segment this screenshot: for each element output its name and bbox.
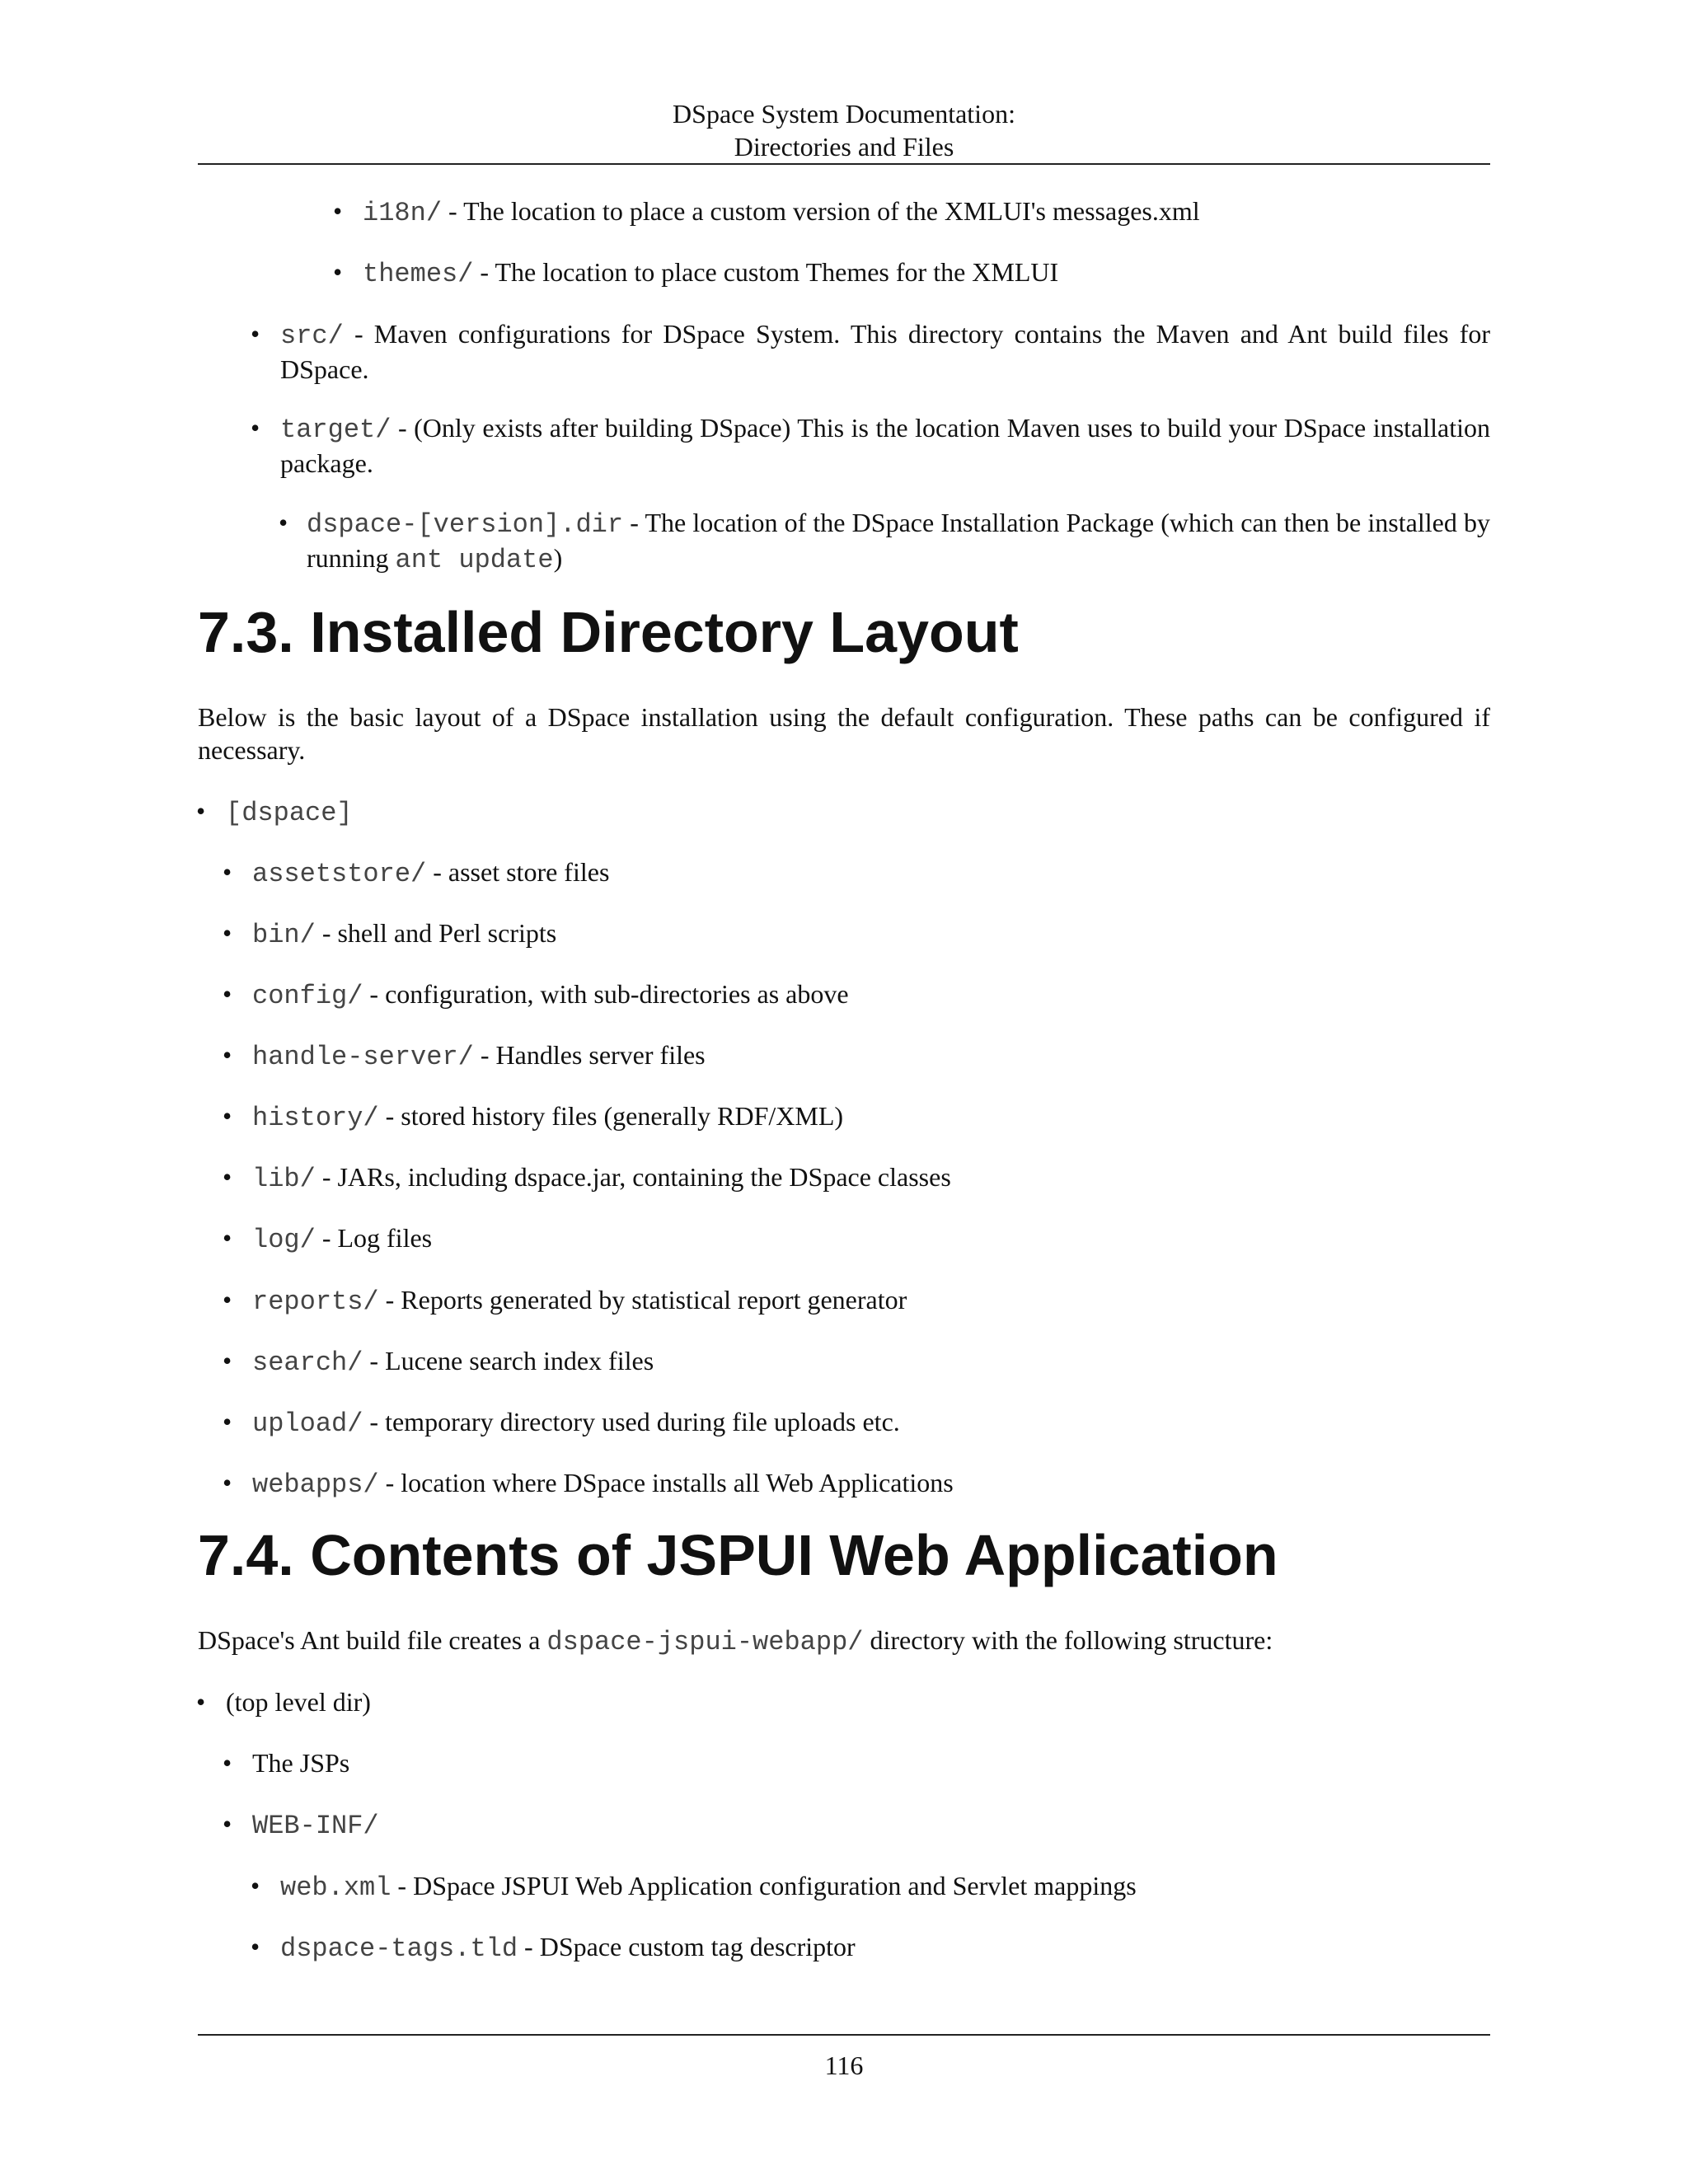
list-item xyxy=(280,1869,1490,1905)
file-name: web.xml xyxy=(280,1872,392,1903)
list-item xyxy=(252,1038,1489,1074)
bullet: • xyxy=(223,1809,232,1839)
list-item xyxy=(280,1930,1490,1966)
dir-description: - temporary directory used during file uploads etc. xyxy=(363,1407,900,1436)
dir-description: - Maven configurations for DSpace System. This directory contains the Maven and Ant build files for DSpace. xyxy=(280,319,1490,384)
dir-name: reports/ xyxy=(252,1286,379,1317)
dir-name: dspace-[version].dir xyxy=(307,509,624,540)
bullet: • xyxy=(223,1162,232,1192)
dir-description: - JARs, including dspace.jar, containing the DSpace classes xyxy=(315,1162,951,1192)
bullet: • xyxy=(223,1468,232,1497)
dir-description: - shell and Perl scripts xyxy=(315,918,557,948)
bullet: • xyxy=(223,1223,232,1253)
dir-description: - The location of the DSpace Installation Package (which can then be installed by running xyxy=(307,508,1490,573)
list-item xyxy=(252,1344,1489,1380)
dir-name: lib/ xyxy=(252,1164,316,1194)
dir-name: webapps/ xyxy=(252,1469,379,1500)
list-item xyxy=(252,977,1489,1013)
bullet: • xyxy=(251,319,260,349)
bullet: • xyxy=(333,196,343,226)
bullet: • xyxy=(251,1932,260,1961)
bullet: • xyxy=(251,1871,260,1900)
list-item xyxy=(280,411,1490,480)
bullet: • xyxy=(223,1748,232,1778)
list-item xyxy=(280,317,1490,386)
section-heading-7-3: 7.3. Installed Directory Layout xyxy=(198,600,1019,664)
dir-description: - Reports generated by statistical report generator xyxy=(378,1285,907,1315)
dir-description: - The location to place a custom version of the XMLUI's messages.xml xyxy=(442,196,1200,226)
bullet: • xyxy=(223,857,232,887)
closing-paren: ) xyxy=(553,543,563,573)
dir-name: src/ xyxy=(280,321,344,351)
dir-name: log/ xyxy=(252,1225,316,1255)
file-name: dspace-tags.tld xyxy=(280,1933,518,1964)
dir-name: history/ xyxy=(252,1103,379,1133)
dir-name: handle-server/ xyxy=(252,1042,474,1072)
bullet: • xyxy=(223,1101,232,1131)
dir-description: - (Only exists after building DSpace) This is the location Maven uses to build your DSpace installation package. xyxy=(280,413,1490,478)
list-item xyxy=(252,1283,1489,1319)
dir-description: - Log files xyxy=(315,1223,433,1253)
list-item xyxy=(307,506,1490,577)
dir-name: search/ xyxy=(252,1347,363,1378)
list-item xyxy=(252,1466,1489,1502)
bullet: • xyxy=(196,796,206,826)
section-heading-7-4: 7.4. Contents of JSPUI Web Application xyxy=(198,1523,1278,1587)
file-description: - DSpace JSPUI Web Application configuration and Servlet mappings xyxy=(391,1871,1137,1900)
bullet: • xyxy=(223,1040,232,1070)
intro-text: directory with the following structure: xyxy=(863,1625,1273,1655)
dir-description: - Lucene search index files xyxy=(363,1346,654,1376)
dir-name: i18n/ xyxy=(363,198,443,228)
dir-description: - Handles server files xyxy=(473,1040,706,1070)
bullet: • xyxy=(223,918,232,948)
dir-name: assetstore/ xyxy=(252,859,427,889)
dir-name: dspace-jspui-webapp/ xyxy=(546,1627,864,1657)
dir-name: target/ xyxy=(280,415,392,445)
bullet: • xyxy=(223,979,232,1009)
list-item-top-level: (top level dir) xyxy=(226,1687,371,1717)
list-item xyxy=(252,1099,1489,1135)
list-item xyxy=(363,194,1490,230)
header-rule xyxy=(198,163,1490,165)
list-item xyxy=(363,255,1490,291)
bullet: • xyxy=(279,508,288,537)
list-item xyxy=(252,916,1489,952)
bullet: • xyxy=(223,1285,232,1315)
intro-text: DSpace's Ant build file creates a xyxy=(198,1625,547,1655)
dir-description: - stored history files (generally RDF/XML) xyxy=(378,1101,844,1131)
list-item xyxy=(252,1160,1489,1196)
dir-description: - The location to place custom Themes for the XMLUI xyxy=(473,257,1059,287)
bullet: • xyxy=(333,257,343,287)
dir-name: upload/ xyxy=(252,1408,363,1439)
bullet: • xyxy=(251,413,260,443)
running-header xyxy=(198,97,1490,163)
dir-name: themes/ xyxy=(363,259,474,289)
list-item xyxy=(252,1221,1489,1257)
bullet: • xyxy=(223,1346,232,1376)
dir-name: WEB-INF/ xyxy=(252,1811,379,1841)
bullet: • xyxy=(196,1687,206,1717)
page-number: 116 xyxy=(824,2050,864,2080)
bullet: • xyxy=(223,1407,232,1436)
header-title: DSpace System Documentation: xyxy=(673,99,1015,129)
header-subtitle: Directories and Files xyxy=(734,132,954,162)
dir-description: - location where DSpace installs all Web Applications xyxy=(378,1468,954,1497)
dir-description: - asset store files xyxy=(426,857,610,887)
list-item-root xyxy=(226,794,1462,830)
list-item-jsps: The JSPs xyxy=(252,1748,350,1778)
file-description: - DSpace custom tag descriptor xyxy=(518,1932,856,1961)
dir-name: bin/ xyxy=(252,920,316,950)
dir-description: - configuration, with sub-directories as above xyxy=(363,979,849,1009)
dir-name: config/ xyxy=(252,981,363,1011)
list-item xyxy=(252,855,1489,891)
section-intro: Below is the basic layout of a DSpace installation using the default configuration. These paths can be configured if necessary. xyxy=(198,702,1490,765)
command-name: ant update xyxy=(395,545,554,575)
dir-name: [dspace] xyxy=(226,798,353,828)
list-item-webinf xyxy=(252,1807,1489,1843)
footer-rule xyxy=(198,2034,1490,2036)
section-intro xyxy=(198,1624,1490,1659)
list-item xyxy=(252,1405,1489,1441)
